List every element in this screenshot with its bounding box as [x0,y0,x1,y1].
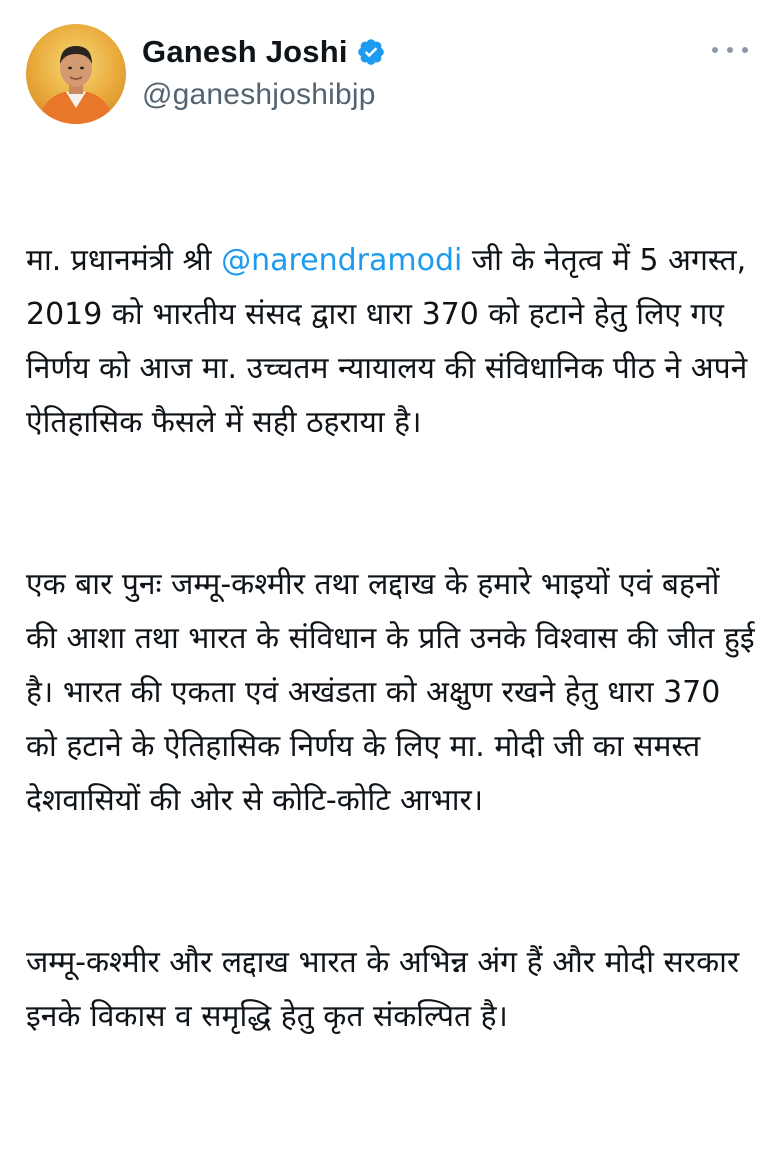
tweet-paragraph-1 [26,234,756,450]
tweet-text-segment: मा. प्रधानमंत्री श्री [26,243,222,278]
tweet-header [26,22,756,128]
display-name-row [142,32,386,72]
user-handle[interactable]: @ganeshjoshibjp [142,78,376,111]
avatar[interactable] [26,24,126,124]
avatar-image [26,24,126,124]
verified-badge-icon [356,37,386,67]
tweet-paragraph-2: एक बार पुनः जम्मू-कश्मीर तथा लद्दाख के हमारे भाइयों एवं बहनों की आशा तथा भारत के संविधान के प्रति उनके विश्वास की जीत हुई है। भारत की एकता एवं अखंडता को अक्षुण रखने हेतु धारा 370 को हटाने के ऐतिहासिक निर्णय के लिए मा. मोदी जी का समस्त देशवासियों की ओर से कोटि-कोटि आभार। [26,567,755,818]
more-options-icon[interactable] [712,40,748,60]
dot [712,47,718,53]
dot [742,47,748,53]
tweet-text [26,180,756,1152]
author-info [142,32,386,112]
display-name[interactable]: Ganesh Joshi [142,34,348,69]
tweet-text-segment: जी के नेतृत्व में 5 अगस्त, 2019 को भारतीय संसद द्वारा धारा 370 को हटाने हेतु लिए गए निर्णय को आज मा. उच्चतम न्यायालय की संविधानिक पीठ ने अपने ऐतिहासिक फैसले में सही ठहराया है। [26,243,748,440]
mention-link[interactable]: @narendramodi [221,243,463,278]
tweet-paragraph-3: जम्मू-कश्मीर और लद्दाख भारत के अभिन्न अंग हैं और मोदी सरकार इनके विकास व समृद्धि हेतु कृत संकल्पित है। [26,945,740,1034]
dot [727,47,733,53]
